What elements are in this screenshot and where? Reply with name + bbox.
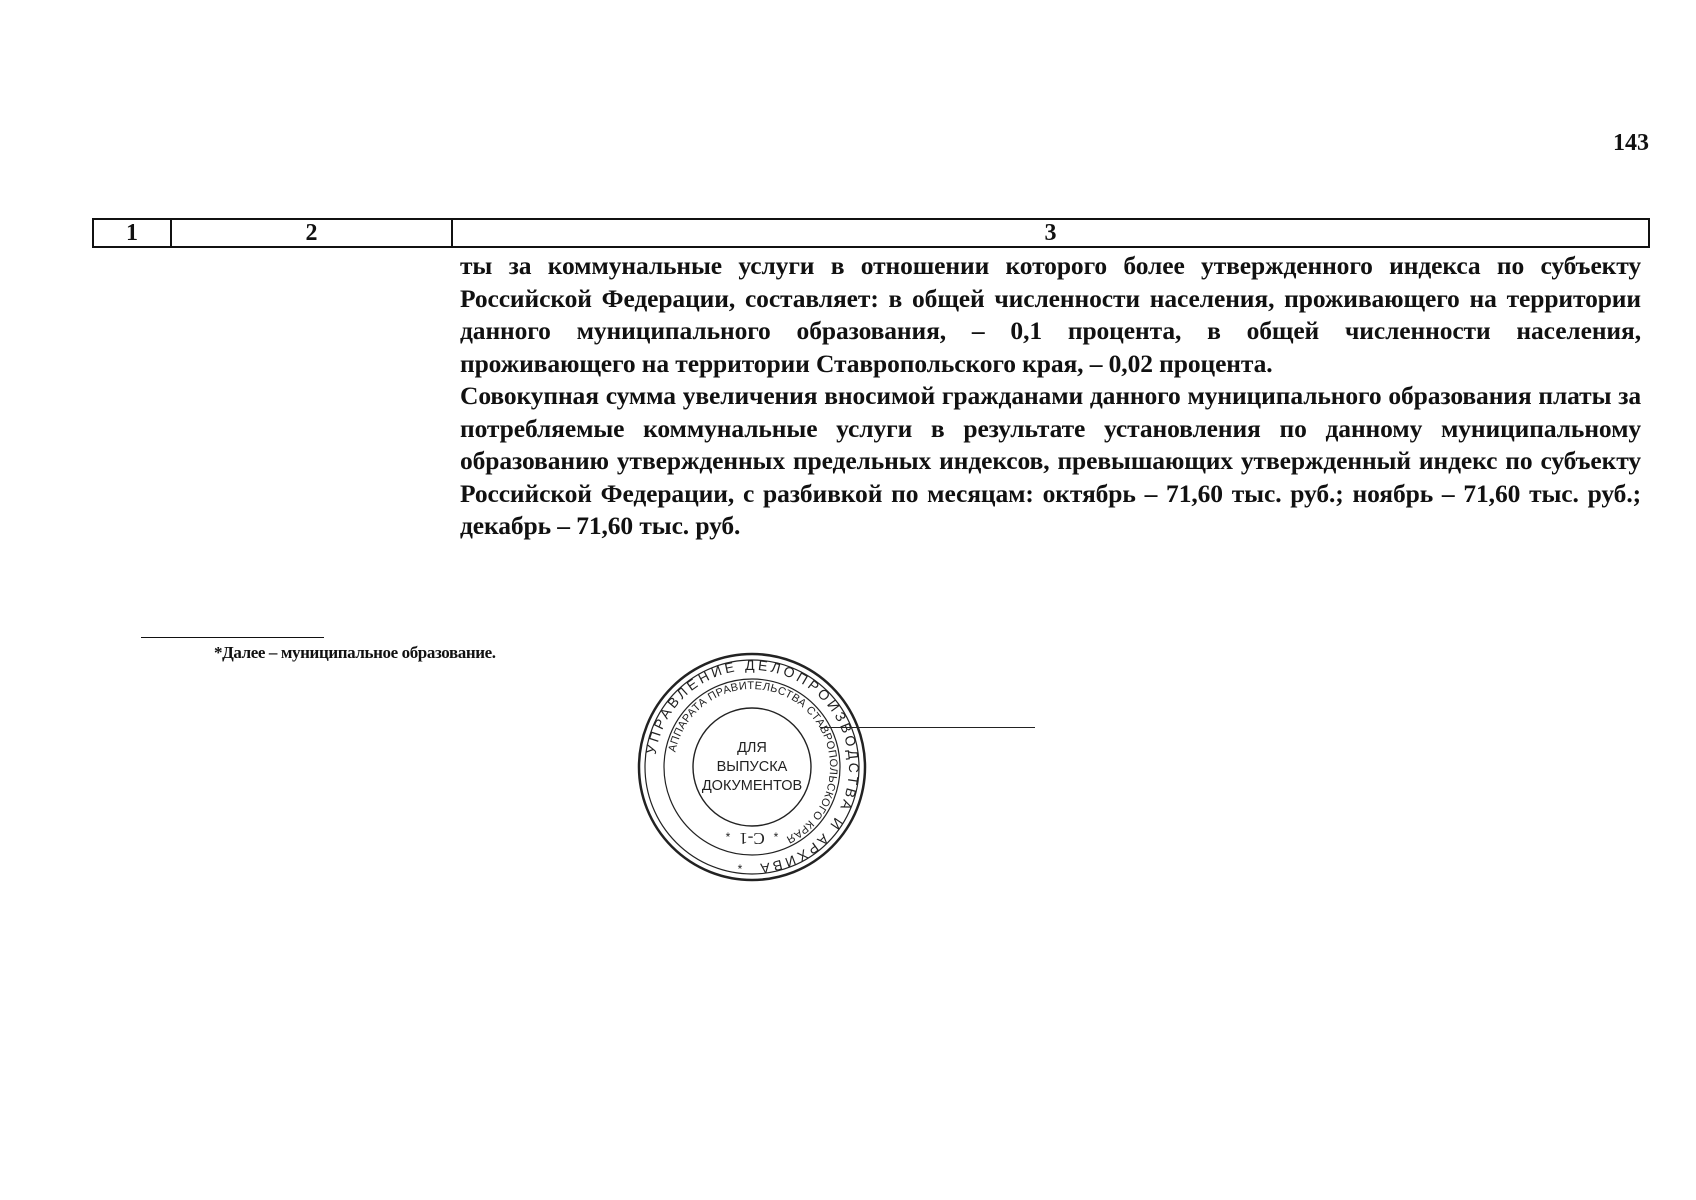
stamp-outer-text: УПРАВЛЕНИЕ ДЕЛОПРОИЗВОДСТВА И АРХИВА — [642, 656, 863, 878]
footnote-separator — [141, 637, 324, 638]
table-header-col-2: 2 — [172, 220, 453, 246]
stamp-inner-text: АППАРАТА ПРАВИТЕЛЬСТВА СТАВРОПОЛЬСКОГО КРАЯ — [666, 679, 840, 846]
stamp-center-line-2: ВЫПУСКА — [716, 759, 788, 775]
paragraph-1: ты за коммунальные услуги в отношении которого более утвержденного индекса по субъекту Российской Федерации, составляет: в общей численности населения, проживающего на территории данного муниципального образования, – 0,1 процента, в общей численности населения, проживающего на территории Ставропольского края, – 0,02 процента. — [460, 251, 1641, 378]
official-stamp — [636, 651, 868, 883]
table-header-col-3: 3 — [1044, 220, 1057, 246]
stamp-center-line-3: ДОКУМЕНТОВ — [701, 778, 803, 794]
table-header-col-1: 1 — [94, 220, 172, 246]
stamp-code: С-1 — [739, 829, 765, 848]
stamp-star-right-icon: * — [773, 830, 779, 844]
table-header-row — [92, 218, 1650, 248]
page-number: 143 — [1613, 130, 1649, 156]
footnote: *Далее – муниципальное образование. — [214, 643, 496, 662]
table-cell-text — [460, 250, 1641, 543]
stamp-star-left-icon: * — [725, 830, 731, 844]
stamp-center-line-1: ДЛЯ — [737, 740, 767, 756]
stamp-star-bottom-icon: * — [737, 862, 743, 876]
paragraph-2: Совокупная сумма увеличения вносимой гражданами данного муниципального образования платы за потребляемые коммунальные услуги в результате установления по данному муниципальному образованию утвержденных предельных индексов, превышающих утвержденный индекс по субъекту Российской Федерации, с разбивкой по месяцам: октябрь – 71,60 тыс. руб.; ноябрь – 71,60 тыс. руб.; декабрь – 71,60 тыс. руб. — [460, 381, 1641, 540]
